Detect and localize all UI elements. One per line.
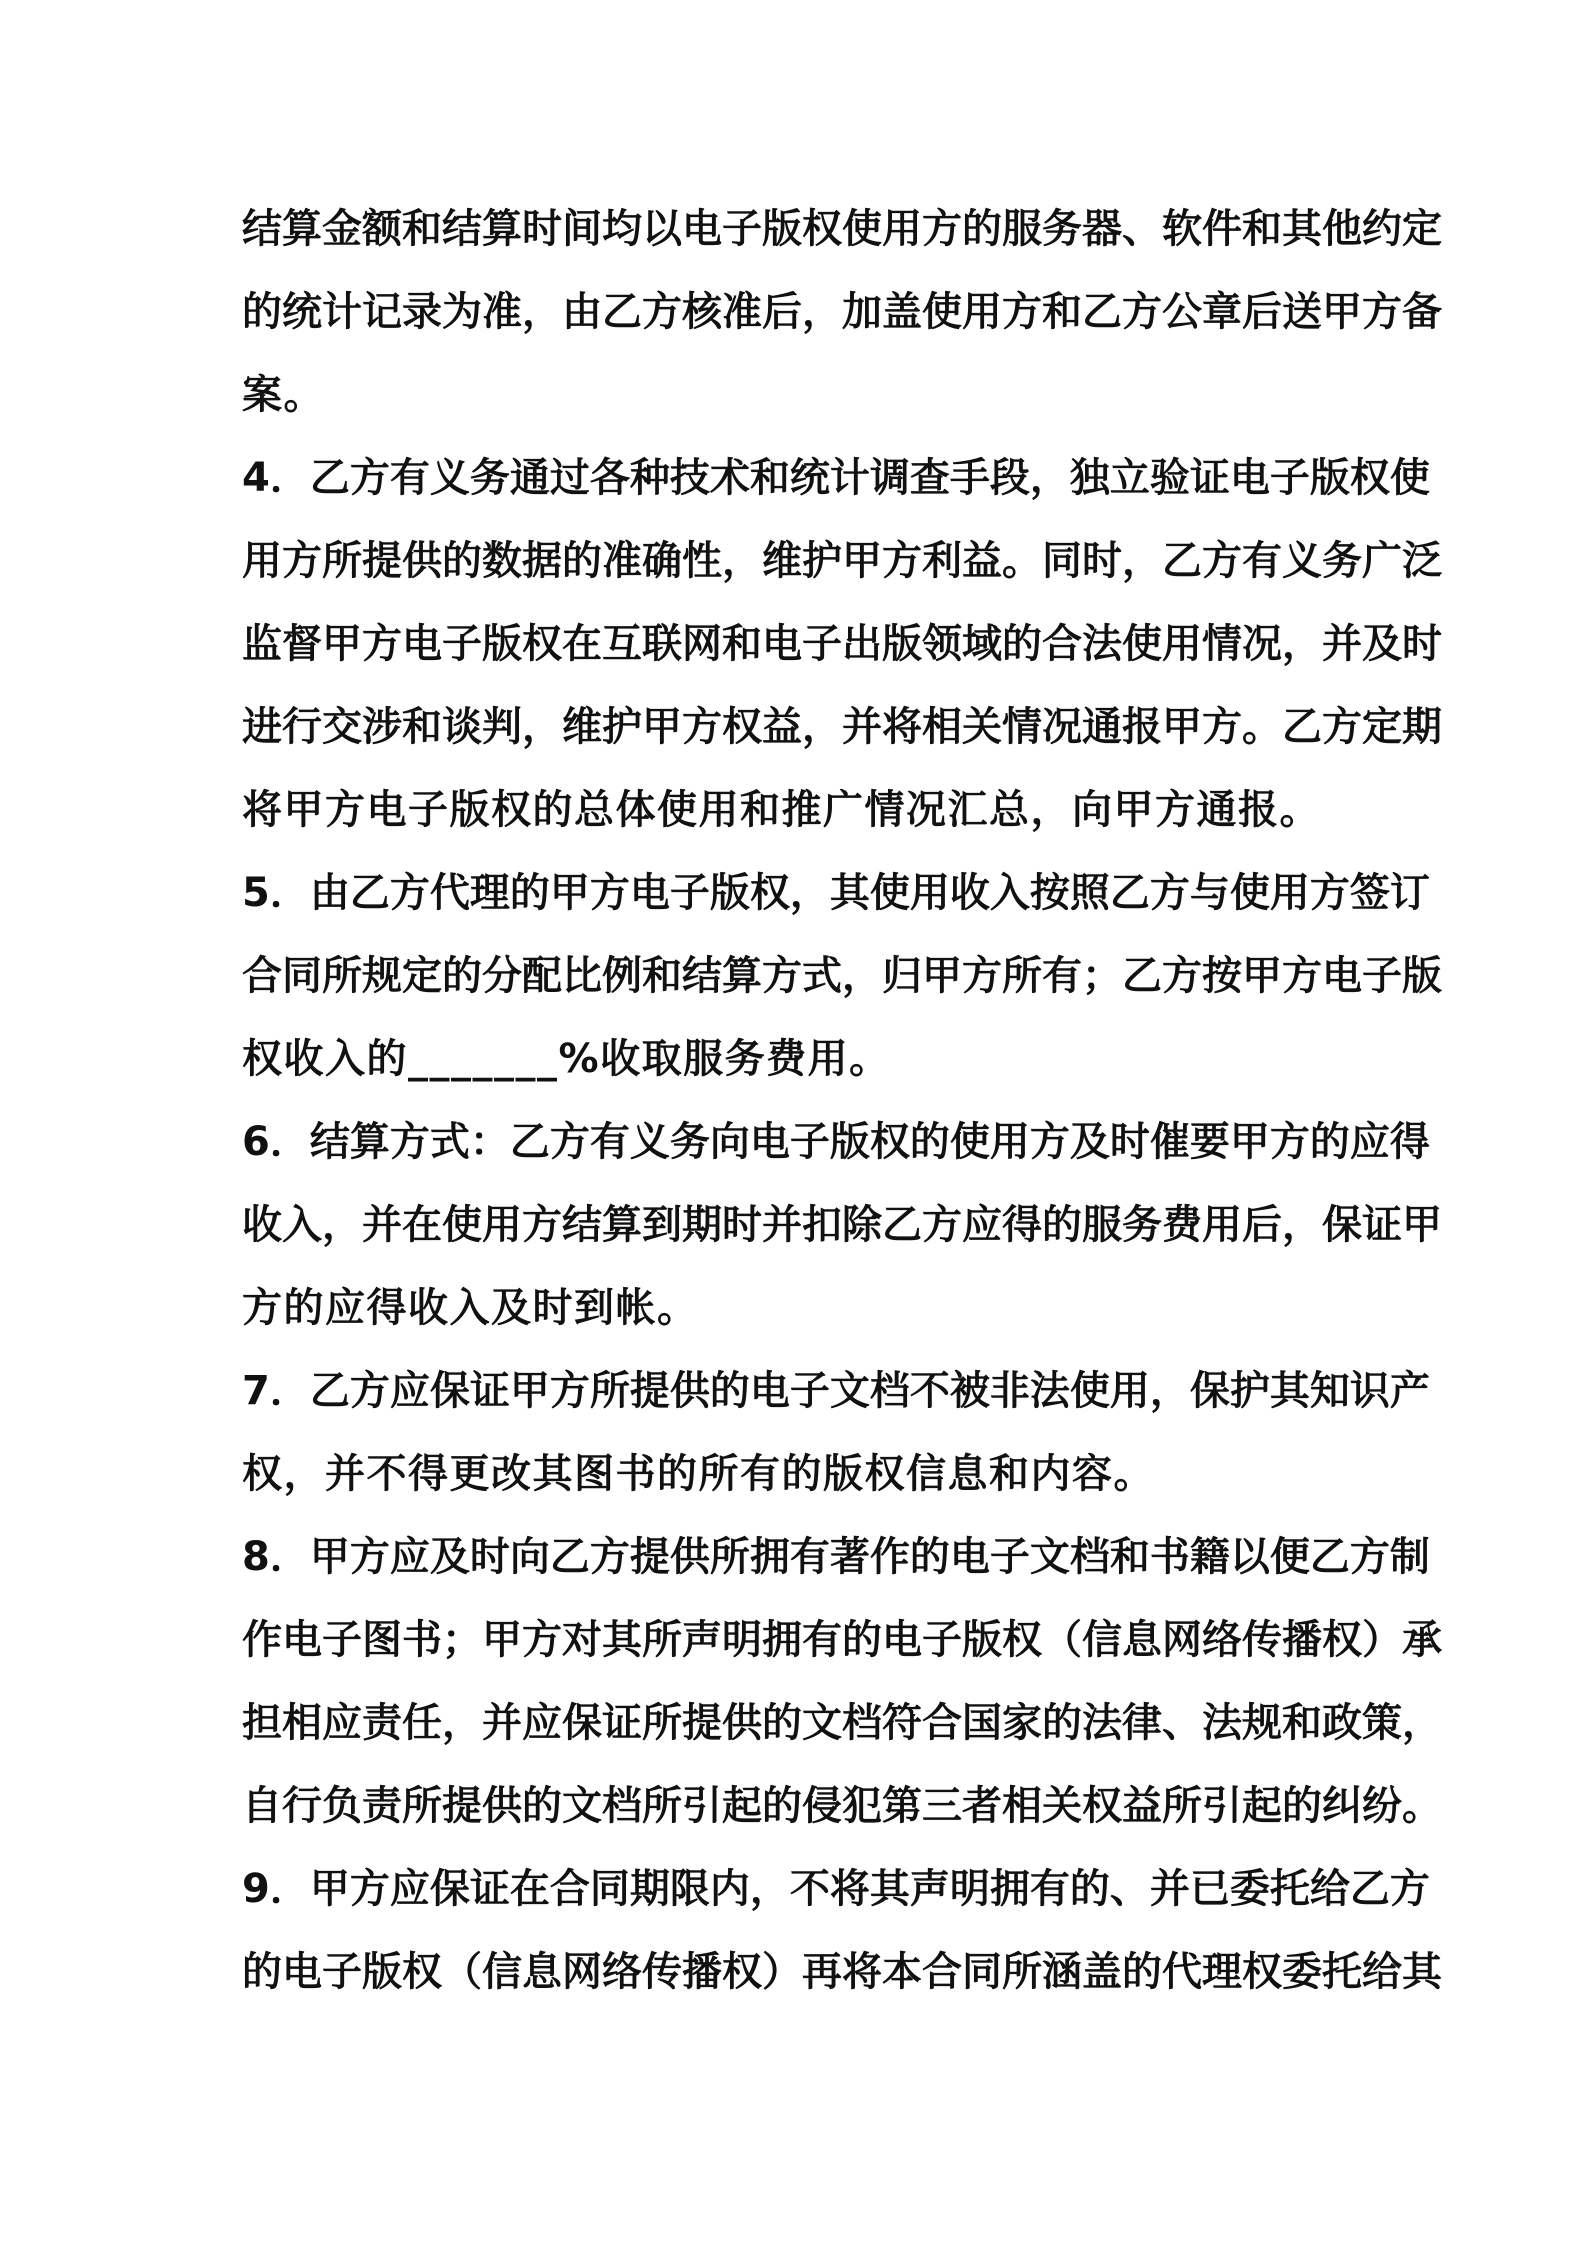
text-line: 方的应得收入及时到帐。 — [242, 1285, 699, 1331]
text-line: 结算金额和结算时间均以电子版权使用方的服务器、软件和其他约定 — [242, 206, 1442, 252]
text-line: 8．甲方应及时向乙方提供所拥有著作的电子文档和书籍以便乙方制 — [242, 1534, 1430, 1580]
text-line: 进行交涉和谈判，维护甲方权益，并将相关情况通报甲方。乙方定期 — [242, 704, 1442, 750]
text-line: 合同所规定的分配比例和结算方式，归甲方所有；乙方按甲方电子版 — [242, 953, 1442, 999]
text-line: 用方所提供的数据的准确性，维护甲方利益。同时，乙方有义务广泛 — [242, 538, 1442, 584]
document-body — [242, 198, 1442, 2024]
text-line: 作电子图书；甲方对其所声明拥有的电子版权（信息网络传播权）承 — [242, 1617, 1442, 1663]
text-line: 案。 — [242, 372, 325, 418]
text-line: 担相应责任，并应保证所提供的文档符合国家的法律、法规和政策， — [242, 1700, 1442, 1746]
text-line: 自行负责所提供的文档所引起的侵犯第三者相关权益所引起的纠纷。 — [242, 1783, 1442, 1829]
text-line: 监督甲方电子版权在互联网和电子出版领域的合法使用情况，并及时 — [242, 621, 1442, 667]
text-line: 权，并不得更改其图书的所有的版权信息和内容。 — [242, 1451, 1155, 1497]
text-line: 的统计记录为准，由乙方核准后，加盖使用方和乙方公章后送甲方备 — [242, 289, 1442, 335]
text-line: 5．由乙方代理的甲方电子版权，其使用收入按照乙方与使用方签订 — [242, 870, 1430, 916]
text-line: 权收入的_______%收取服务费用。 — [242, 1036, 891, 1082]
text-line: 9．甲方应保证在合同期限内，不将其声明拥有的、并已委托给乙方 — [242, 1866, 1430, 1912]
text-line: 6．结算方式：乙方有义务向电子版权的使用方及时催要甲方的应得 — [242, 1119, 1430, 1165]
text-line: 7．乙方应保证甲方所提供的电子文档不被非法使用，保护其知识产 — [242, 1368, 1430, 1414]
text-line: 收入，并在使用方结算到期时并扣除乙方应得的服务费用后，保证甲 — [242, 1202, 1442, 1248]
text-line: 将甲方电子版权的总体使用和推广情况汇总，向甲方通报。 — [242, 787, 1321, 833]
text-line: 的电子版权（信息网络传播权）再将本合同所涵盖的代理权委托给其 — [242, 1949, 1442, 1995]
text-line: 4．乙方有义务通过各种技术和统计调查手段，独立验证电子版权使 — [242, 455, 1430, 501]
